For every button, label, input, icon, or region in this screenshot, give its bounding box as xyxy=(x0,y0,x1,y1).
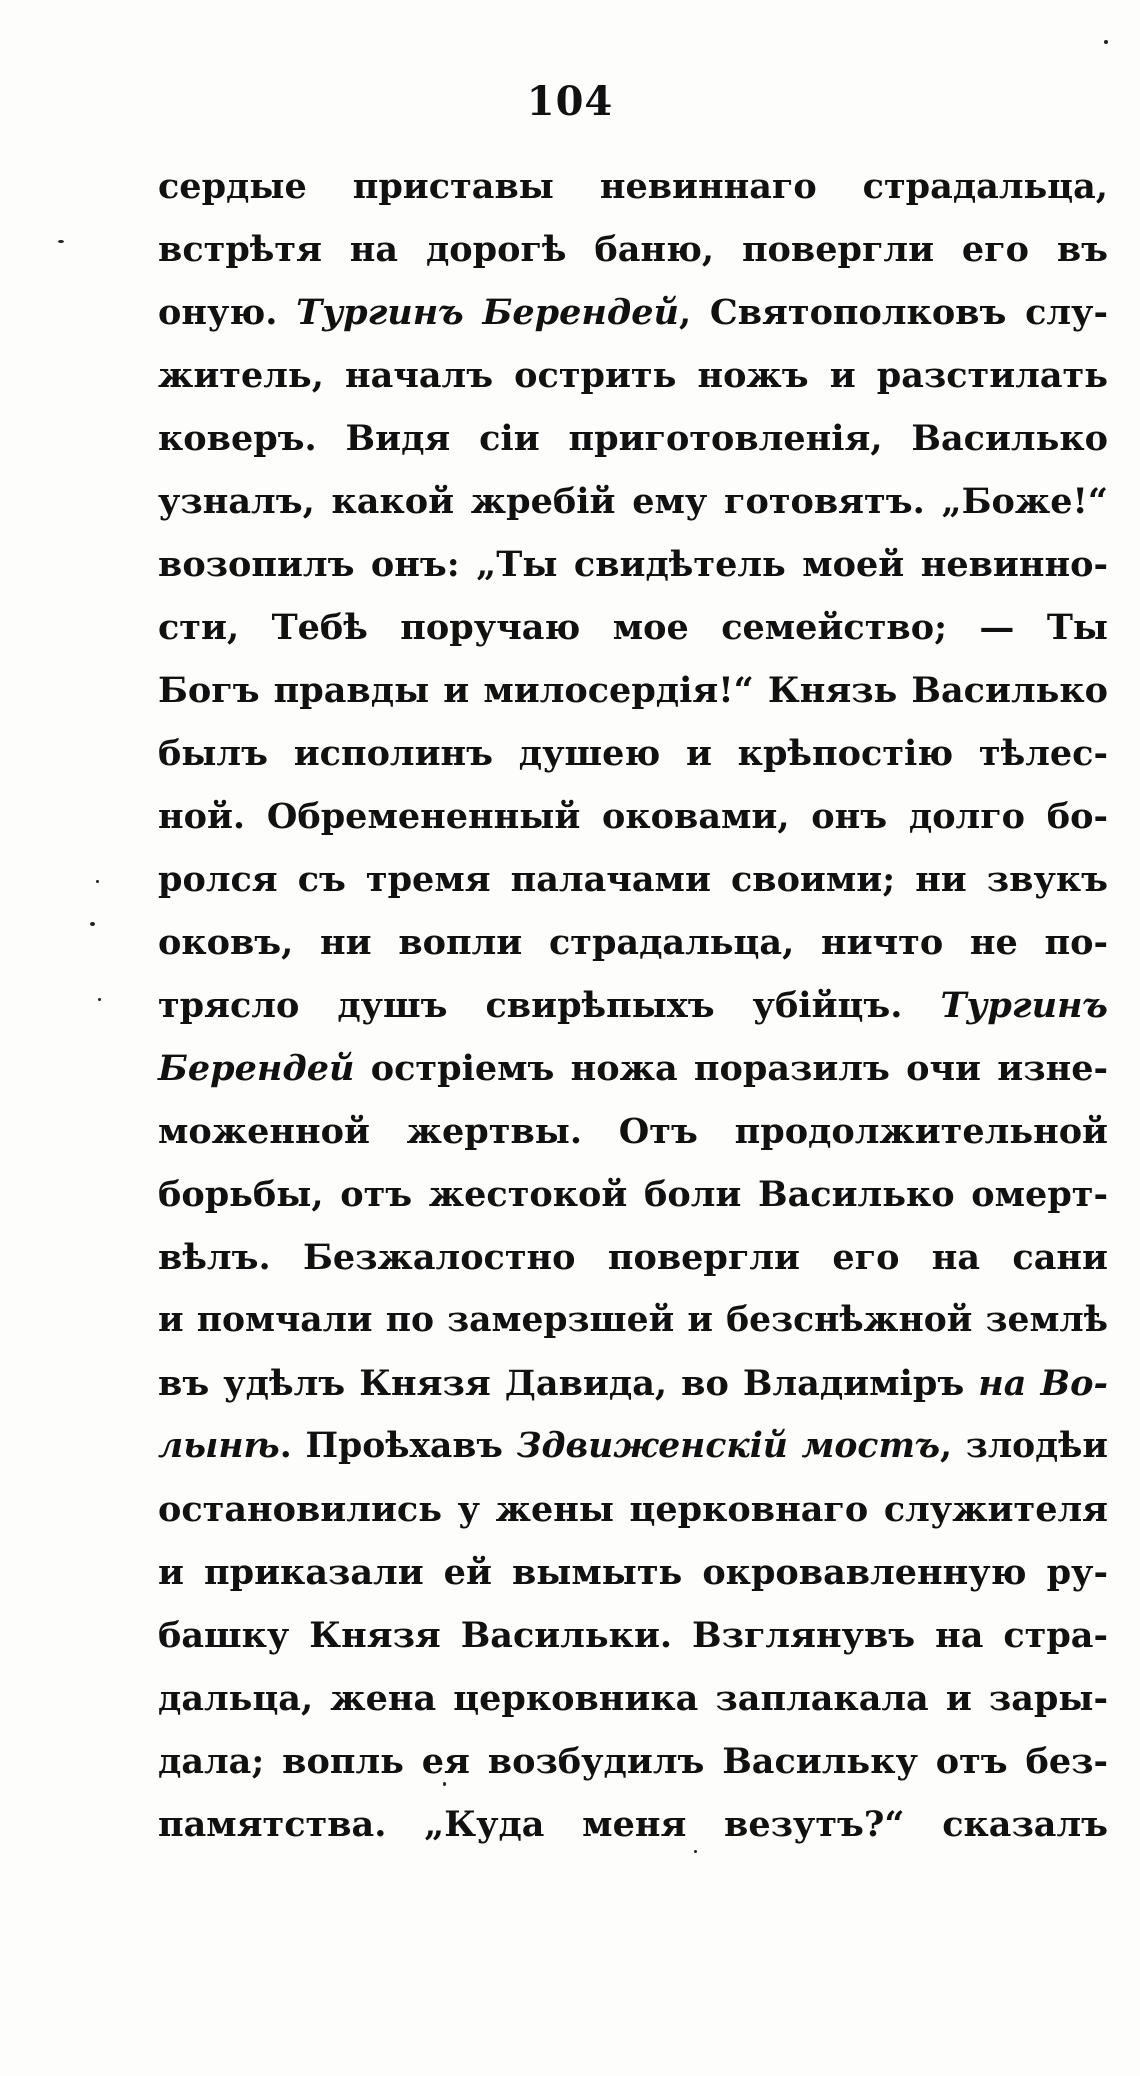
text-run: въ удѣлъ Князя Давида, во Владиміръ xyxy=(158,1363,979,1404)
scan-speck xyxy=(694,1850,697,1853)
text-line xyxy=(158,785,1108,848)
text-run: , Святополковъ слу- xyxy=(678,292,1108,333)
text-run: трясло душъ свирѣпыхъ убійцъ. xyxy=(158,985,941,1026)
text-run: ной. Обремененный оковами, онъ долго бо- xyxy=(158,796,1108,837)
text-run: встрѣтя на дорогѣ баню, повергли его въ xyxy=(158,229,1108,270)
text-line xyxy=(158,596,1108,659)
text-run: возопилъ онъ: „Ты свидѣтель моей невинно- xyxy=(158,544,1108,585)
text-line xyxy=(158,281,1108,344)
text-run: остріемъ ножа поразилъ очи изне- xyxy=(354,1048,1108,1089)
text-run: сти, Тебѣ поручаю мое семейство; — Ты xyxy=(158,607,1108,648)
text-run: дальца, жена церковника заплакала и зары- xyxy=(158,1678,1108,1719)
text-line xyxy=(158,533,1108,596)
text-run: , злодѣи xyxy=(940,1426,1109,1466)
text-line xyxy=(158,1352,1108,1415)
text-line xyxy=(158,1541,1108,1604)
text-line xyxy=(158,470,1108,533)
text-line xyxy=(158,1226,1108,1289)
text-run: ролся съ тремя палачами своими; ни звукъ xyxy=(158,859,1108,900)
text-line xyxy=(158,1604,1108,1667)
text-line xyxy=(158,218,1108,281)
text-line xyxy=(158,1793,1108,1856)
text-line xyxy=(158,659,1108,722)
scan-speck xyxy=(443,1782,446,1786)
text-run: и приказали ей вымыть окровавленную ру- xyxy=(158,1552,1108,1593)
text-run: башку Князя Васильки. Взглянувъ на стра- xyxy=(158,1615,1108,1656)
text-line xyxy=(158,344,1108,407)
italic-text: Берендей xyxy=(158,1048,355,1089)
text-line xyxy=(158,1163,1108,1226)
scan-speck xyxy=(58,240,64,243)
scan-speck xyxy=(1104,40,1108,44)
text-run: моженной жертвы. Отъ продолжительной xyxy=(158,1111,1108,1152)
text-run: сердые приставы невиннаго страдальца, xyxy=(158,166,1108,207)
text-line xyxy=(158,407,1108,470)
text-line xyxy=(158,722,1108,785)
italic-text: Тургинъ Берендей xyxy=(296,292,679,333)
text-run: житель, началъ острить ножъ и разстилать xyxy=(158,355,1108,396)
text-line xyxy=(158,1037,1108,1100)
italic-text: лынѣ xyxy=(158,1426,280,1466)
text-run: вѣлъ. Безжалостно повергли его на сани xyxy=(158,1237,1108,1278)
text-line xyxy=(158,1415,1108,1478)
text-line xyxy=(158,974,1108,1037)
text-run: остановились у жены церковнаго служителя xyxy=(158,1489,1108,1530)
italic-text: на Во- xyxy=(978,1363,1109,1404)
text-line xyxy=(158,848,1108,911)
text-line xyxy=(158,1289,1108,1352)
text-run: узналъ, какой жребій ему готовятъ. „Боже!“ xyxy=(158,481,1108,522)
scan-speck xyxy=(98,998,101,1001)
text-line xyxy=(158,1478,1108,1541)
page-number: 104 xyxy=(526,78,614,125)
text-line xyxy=(158,1100,1108,1163)
italic-text: Тургинъ xyxy=(940,985,1108,1026)
text-line xyxy=(158,911,1108,974)
text-run: оную. xyxy=(158,292,297,333)
scan-speck xyxy=(90,922,95,926)
text-run: Богъ правды и милосердія!“ Князь Василько xyxy=(158,670,1108,711)
text-run: оковъ, ни вопли страдальца, ничто не по- xyxy=(158,922,1108,963)
text-line xyxy=(158,155,1108,218)
italic-text: Здвиженскій мостъ xyxy=(516,1426,941,1466)
body-text xyxy=(158,155,1108,1856)
text-run: былъ исполинъ душею и крѣпостію тѣлес- xyxy=(158,733,1108,774)
text-line xyxy=(158,1667,1108,1730)
text-run: памятства. „Куда меня везутъ?“ сказалъ xyxy=(158,1804,1108,1845)
text-line xyxy=(158,1730,1108,1793)
scan-speck xyxy=(96,880,99,883)
text-run: . Проѣхавъ xyxy=(279,1426,517,1466)
text-run: коверъ. Видя сіи приготовленія, Василько xyxy=(158,418,1108,459)
text-run: борьбы, отъ жестокой боли Василько омерт- xyxy=(158,1174,1108,1215)
text-run: и помчали по замерзшей и безснѣжной землѣ xyxy=(158,1300,1108,1340)
text-run: дала; вопль ея возбудилъ Васильку отъ без- xyxy=(158,1741,1108,1782)
